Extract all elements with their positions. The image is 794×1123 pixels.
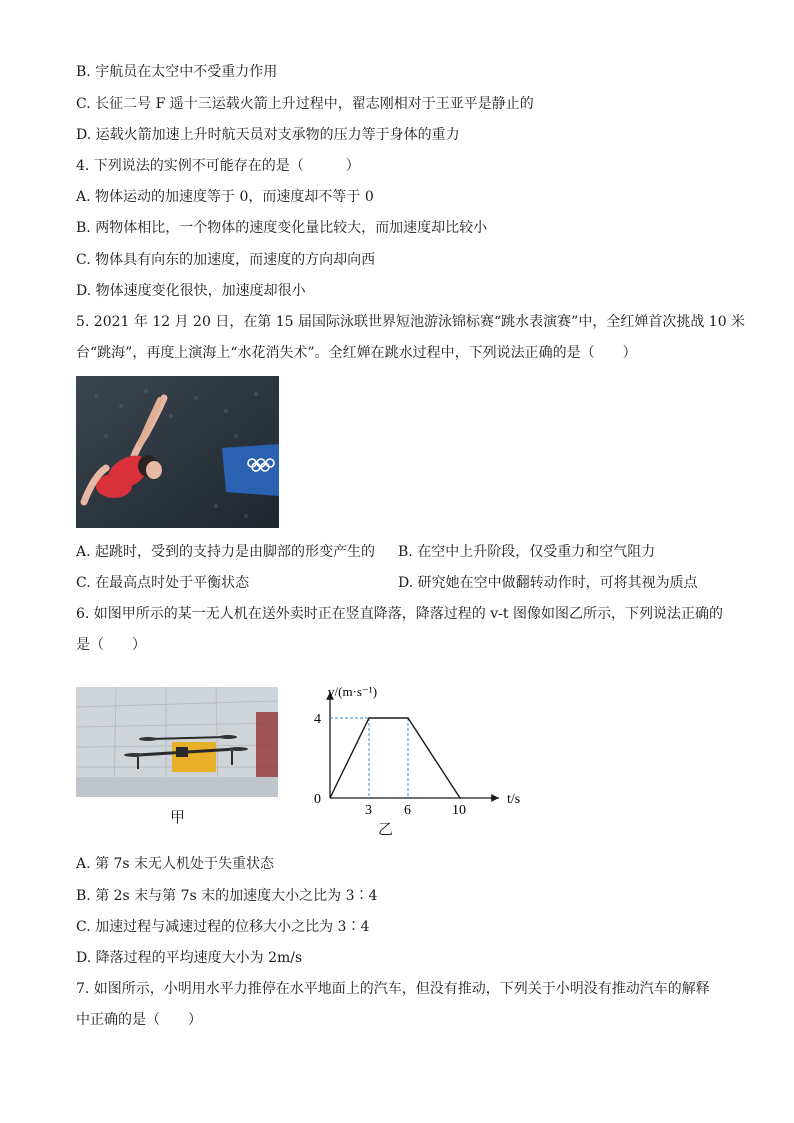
q6-stem-line2: 是（ ） bbox=[76, 637, 146, 653]
origin-label: 0 bbox=[314, 792, 321, 807]
q5-stem-line1: 5. 2021 年 12 月 20 日，在第 15 届国际泳联世界短池游泳锦标赛“跳水表演赛”中，全红婵首次挑战 10 米 bbox=[76, 314, 746, 330]
q5-stem-line2: 台“跳海”，再度上演海上“水花消失术”。全红婵在跳水过程中，下列说法正确的是（ ） bbox=[76, 345, 637, 361]
caption-jia: 甲 bbox=[170, 808, 186, 826]
q7-stem-line1: 7. 如图所示，小明用水平力推停在水平地面上的汽车，但没有推动，下列关于小明没有推动汽车的解释 bbox=[76, 981, 710, 997]
x-tick-6: 6 bbox=[404, 803, 411, 818]
x-tick-10: 10 bbox=[452, 803, 466, 818]
q4-option-d: D. 物体速度变化很快，加速度却很小 bbox=[76, 283, 306, 299]
q4-option-c: C. 物体具有向东的加速度，而速度的方向却向西 bbox=[76, 252, 376, 268]
q5-option-a: A. 起跳时，受到的支持力是由脚部的形变产生的 bbox=[76, 544, 376, 560]
q3-option-d: D. 运载火箭加速上升时航天员对支承物的压力等于身体的重力 bbox=[76, 127, 460, 143]
y-axis-label: v/(m·s⁻¹) bbox=[328, 684, 378, 699]
q7-stem-line2: 中正确的是（ ） bbox=[76, 1012, 202, 1028]
q6-stem-line1: 6. 如图甲所示的某一无人机在送外卖时正在竖直降落，降落过程的 v-t 图像如图乙所示，下列说法正确的 bbox=[76, 606, 723, 622]
x-tick-3: 3 bbox=[365, 803, 372, 818]
q5-option-c: C. 在最高点时处于平衡状态 bbox=[76, 575, 250, 591]
vt-series-line bbox=[330, 718, 460, 798]
q4-option-b: B. 两物体相比，一个物体的速度变化量比较大，而加速度却比较小 bbox=[76, 220, 488, 236]
q3-option-b: B. 宇航员在太空中不受重力作用 bbox=[76, 64, 278, 80]
y-tick-4: 4 bbox=[314, 712, 321, 727]
vt-chart bbox=[300, 672, 521, 838]
q4-stem: 4. 下列说法的实例不可能存在的是（ ） bbox=[76, 158, 360, 174]
q4-option-a: A. 物体运动的加速度等于 0，而速度却不等于 0 bbox=[76, 189, 374, 205]
q5-option-b: B. 在空中上升阶段，仅受重力和空气阻力 bbox=[398, 544, 656, 560]
q6-option-b: B. 第 2s 末与第 7s 末的加速度大小之比为 3∶4 bbox=[76, 888, 378, 904]
diver-photo bbox=[76, 376, 279, 528]
x-axis-label: t/s bbox=[507, 792, 521, 807]
drone-photo bbox=[76, 687, 278, 797]
q3-option-c: C. 长征二号 F 遥十三运载火箭上升过程中，翟志刚相对于王亚平是静止的 bbox=[76, 96, 534, 112]
q5-option-d: D. 研究她在空中做翻转动作时，可将其视为质点 bbox=[398, 575, 698, 591]
q6-option-d: D. 降落过程的平均速度大小为 2m/s bbox=[76, 950, 303, 966]
q6-option-c: C. 加速过程与减速过程的位移大小之比为 3∶4 bbox=[76, 919, 370, 935]
q6-option-a: A. 第 7s 末无人机处于失重状态 bbox=[76, 856, 275, 872]
caption-yi: 乙 bbox=[378, 820, 394, 838]
